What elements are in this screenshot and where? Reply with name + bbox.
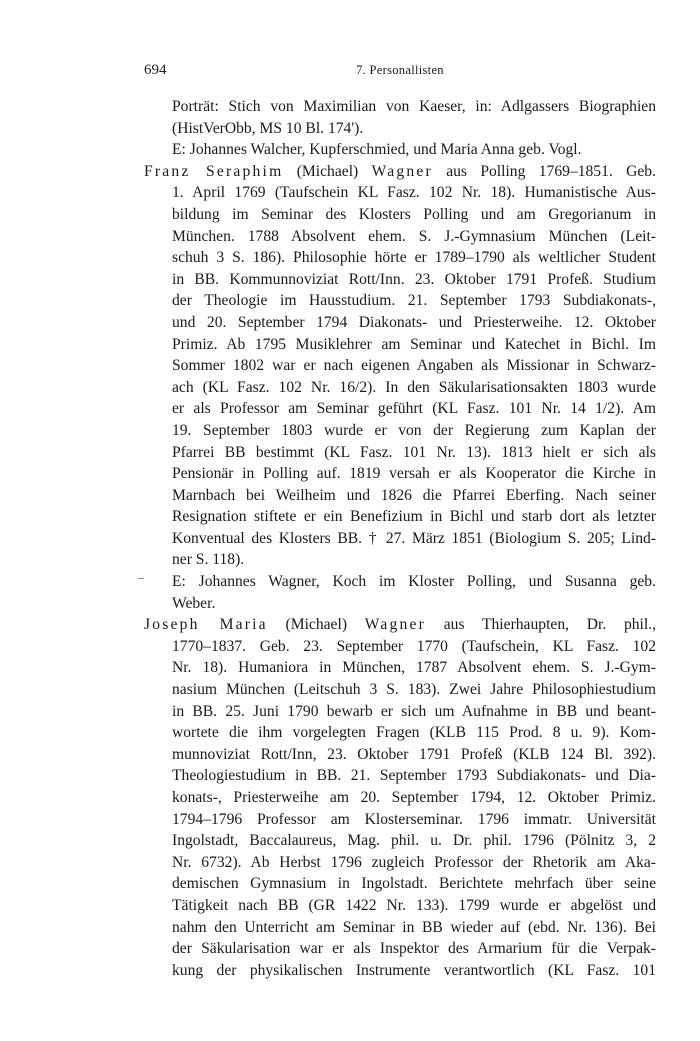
entry-surname: Wagner bbox=[364, 616, 427, 634]
text-line: (HistVerObb, MS 10 Bl. 174'). bbox=[172, 119, 364, 137]
text-line: Tätigkeit nach BB (GR 1422 Nr. 133). 1799 wurde er abgelöst und bbox=[172, 896, 656, 914]
body-text bbox=[144, 96, 656, 981]
text-line: der Säkularisation war er als Inspektor des Armarium für die Verpak- bbox=[172, 940, 656, 958]
text-line: Pensionär in Polling auf. 1819 versah er als Kooperator die Kirche in bbox=[172, 465, 656, 483]
page-header bbox=[144, 62, 656, 82]
page-number: 694 bbox=[144, 62, 167, 78]
text-line: bildung im Seminar des Klosters Polling und am Gregorianum in bbox=[172, 205, 656, 223]
text-line: 1794–1796 Professor am Klosterseminar. 1796 immatr. Universität bbox=[172, 810, 656, 828]
text-line: konats-, Priesterweihe am 20. September 1794, 12. Oktober Primiz. bbox=[172, 789, 656, 806]
text-line: demischen Gymnasium in Ingolstadt. Berichtete mehrfach über seine bbox=[172, 875, 656, 893]
text-line: Sommer 1802 war er nach eigenen Angaben als Missionar in Schwarz- bbox=[172, 357, 656, 375]
entry-name: Joseph Maria bbox=[144, 616, 268, 634]
text-line: Ingolstadt, Baccalaureus, Mag. phil. u. Dr. phil. 1796 (Pölnitz 3, 2 bbox=[172, 832, 656, 850]
text-line: Nr. 18). Humaniora in München, 1787 Absolvent ehem. S. J.-Gym- bbox=[172, 659, 656, 677]
entry-name: Franz Seraphim bbox=[144, 162, 284, 180]
text-line: schuh 3 S. 186). Philosophie hörte er 1789–1790 als weltlicher Student bbox=[172, 249, 656, 267]
text-line: ner S. 118). bbox=[172, 551, 245, 569]
text-line: er als Professor am Seminar geführt (KL Fasz. 101 Nr. 14 1/2). Am bbox=[172, 400, 656, 418]
text-line: in BB. 25. Juni 1790 bewarb er sich um Aufnahme in BB und beant- bbox=[172, 702, 656, 720]
text-line: 1. April 1769 (Taufschein KL Fasz. 102 Nr. 18). Humanistische Aus- bbox=[172, 184, 656, 202]
text-line: E: Johannes Walcher, Kupferschmied, und Maria Anna geb. Vogl. bbox=[172, 141, 582, 159]
text-line: Weber. bbox=[172, 594, 216, 612]
running-head: 7. Personallisten bbox=[356, 63, 444, 77]
text-line: Konventual des Klosters BB. † 27. März 1851 (Biologium S. 205; Lind- bbox=[172, 529, 656, 547]
text-line: Pfarrei BB bestimmt (KL Fasz. 101 Nr. 13). 1813 hielt er sich als bbox=[172, 443, 656, 461]
text-line: Porträt: Stich von Maximilian von Kaeser, in: Adlgassers Biographien bbox=[172, 98, 656, 115]
text-line: nahm den Unterricht am Seminar in BB wieder auf (ebd. Nr. 136). Bei bbox=[172, 918, 656, 936]
text-line: der Theologie im Hausstudium. 21. September 1793 Subdiakonats-, bbox=[172, 292, 656, 310]
text-line: E: Johannes Wagner, Koch im Kloster Polling, und Susanna geb. bbox=[172, 573, 656, 591]
text-line: kung der physikalischen Instrumente verantwortlich (KL Fasz. 101 bbox=[172, 961, 656, 979]
text-line: Nr. 6732). Ab Herbst 1796 zugleich Professor der Rhetorik am Aka- bbox=[172, 853, 656, 871]
entry-surname: Wagner bbox=[371, 162, 433, 180]
text-line: Marnbach bei Weilheim und 1826 die Pfarrei Eberfing. Nach seiner bbox=[172, 486, 656, 504]
entry-heading-line: Joseph Maria (Michael) Wagner aus Thierhaupten, Dr. phil., bbox=[144, 616, 656, 634]
entry-heading-line: Franz Seraphim (Michael) Wagner aus Polling 1769–1851. Geb. bbox=[144, 162, 657, 180]
text-line: und 20. September 1794 Diakonats- und Priesterweihe. 12. Oktober bbox=[172, 313, 656, 331]
text-line: nasium München (Leitschuh 3 S. 183). Zwei Jahre Philosophiestudium bbox=[172, 681, 656, 699]
text-line: ach (KL Fasz. 102 Nr. 16/2). In den Säkularisationsakten 1803 wurde bbox=[172, 378, 656, 396]
text-line: in BB. Kommunnoviziat Rott/Inn. 23. Oktober 1791 Profeß. Studium bbox=[172, 270, 656, 288]
text-line: Resignation stiftete er ein Benefizium in Bichl und starb dort als letzter bbox=[172, 508, 656, 526]
text-line: München. 1788 Absolvent ehem. S. J.-Gymnasium München (Leit- bbox=[172, 227, 656, 245]
text-line: Theologiestudium in BB. 21. September 1793 Subdiakonats- und Dia- bbox=[172, 767, 656, 785]
text-line: wortete die ihm vorgelegten Fragen (KLB 115 Prod. 8 u. 9). Kom- bbox=[172, 724, 656, 742]
text-line: 19. September 1803 wurde er von der Regierung zum Kaplan der bbox=[172, 421, 656, 439]
text-line: Primiz. Ab 1795 Musiklehrer am Seminar und Katechet in Bichl. Im bbox=[172, 335, 656, 353]
text-line: 1770–1837. Geb. 23. September 1770 (Taufschein, KL Fasz. 102 bbox=[172, 637, 656, 655]
text-line: munnoviziat Rott/Inn, 23. Oktober 1791 Profeß (KLB 124 Bl. 392). bbox=[172, 745, 656, 763]
